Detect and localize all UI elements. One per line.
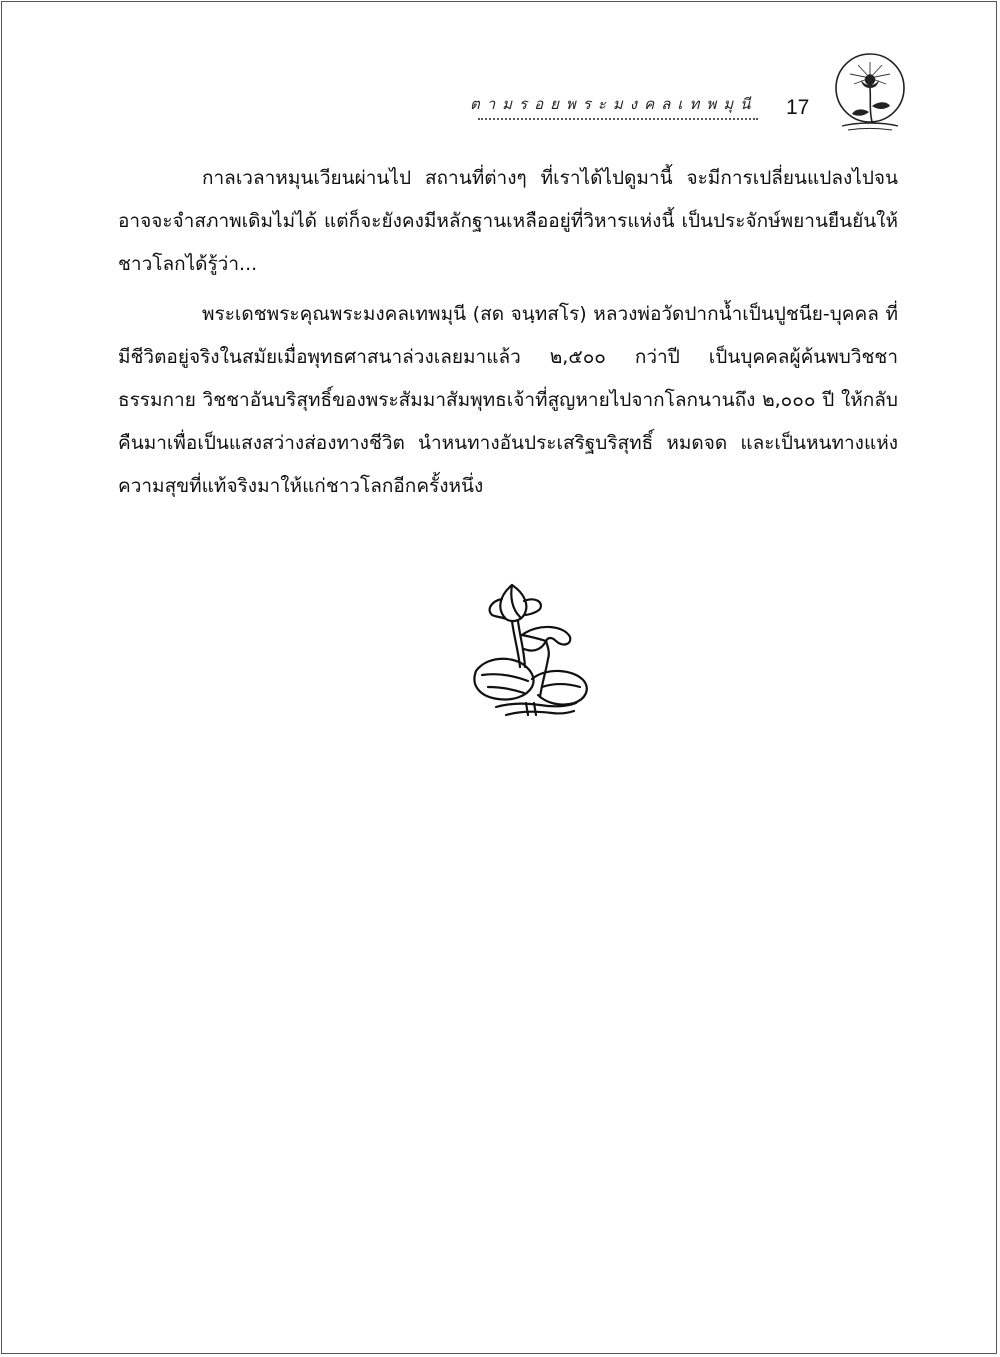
paragraph-1: กาลเวลาหมุนเวียนผ่านไป สถานที่ต่างๆ ที่เราได้ไปดูมานี้ จะมีการเปลี่ยนแปลงไปจนอาจจะจำสภาพเดิมไม่ได้ แต่ก็จะยังคงมีหลักฐานเหลืออยู่ที่วิหารแห่งนี้ เป็นประจักษ์พยานยืนยันให้ชาวโลกได้รู้ว่า... bbox=[118, 167, 898, 275]
running-title: ตามรอยพระมงคลเทพมุนี bbox=[470, 95, 758, 113]
lotus-ornament-icon bbox=[462, 575, 596, 725]
body-text bbox=[118, 157, 898, 508]
lotus-emblem-icon bbox=[828, 50, 912, 136]
page-number: 17 bbox=[786, 96, 810, 119]
running-header bbox=[470, 88, 770, 128]
paragraph-2: พระเดชพระคุณพระมงคลเทพมุนี (สด จนฺทสโร) หลวงพ่อวัดปากน้ำเป็นปูชนีย-บุคคล ที่มีชีวิตอยู่จริงในสมัยเมื่อพุทธศาสนาล่วงเลยมาแล้ว ๒,๕๐๐ กว่าปี เป็นบุคคลผู้ค้นพบวิชชาธรรมกาย วิชชาอันบริสุทธิ์ของพระสัมมาสัมพุทธเจ้าที่สูญหายไปจากโลกนานถึง ๒,๐๐๐ ปี ให้กลับคืนมาเพื่อเป็นแสงสว่างส่องทางชีวิต นำหนทางอันประเสริฐบริสุทธิ์ หมดจด และเป็นหนทางแห่งความสุขที่แท้จริงมาให้แก่ชาวโลกอีกครั้งหนึ่ง bbox=[118, 303, 898, 497]
header-dotted-rule bbox=[478, 118, 758, 120]
